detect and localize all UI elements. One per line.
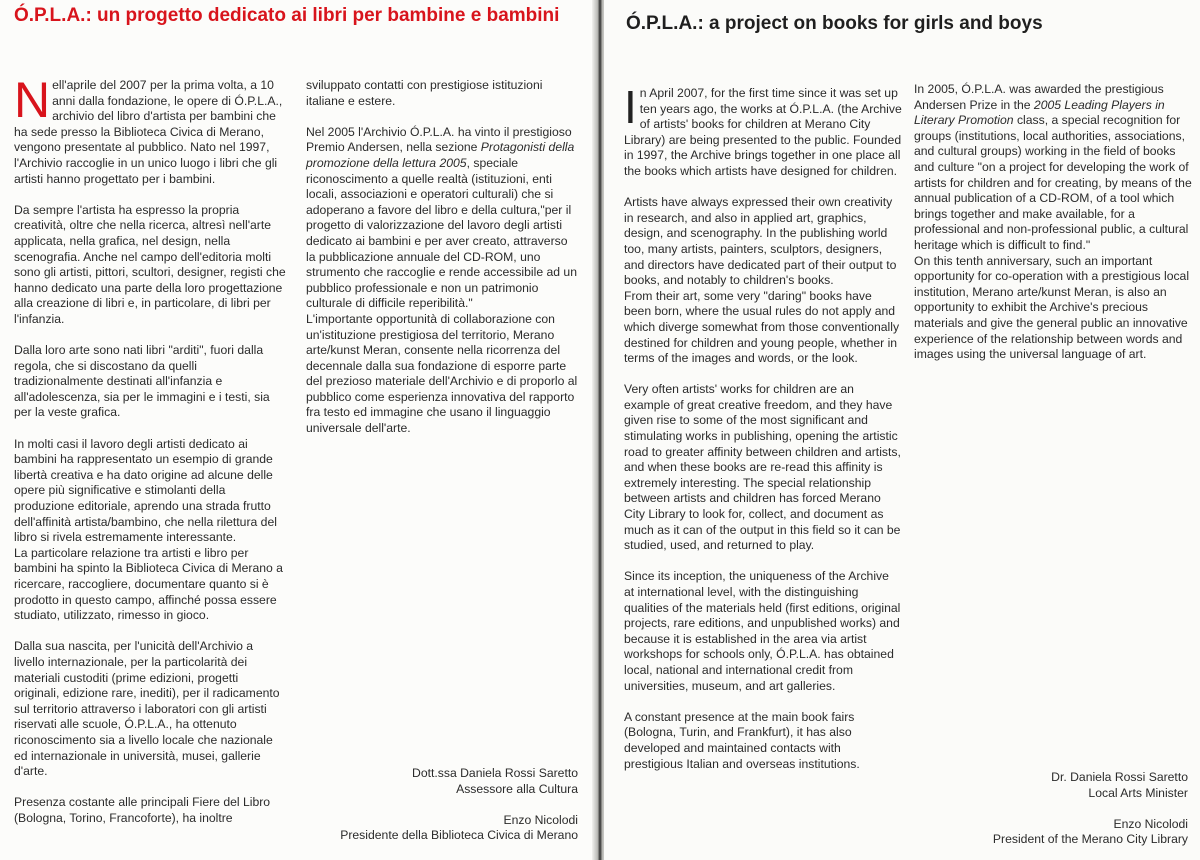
english-column-2 [914, 82, 1192, 378]
drop-cap: I [624, 81, 637, 133]
paragraph: A constant presence at the main book fairs (Bologna, Turin, and Frankfurt), it has also developed and maintained contacts with prestigious Italian and overseas institutions. [624, 709, 860, 771]
page-title-italian: Ó.P.L.A.: un progetto dedicato ai libri per bambine e bambini [14, 5, 560, 26]
signature-name: Enzo Nicolodi [1113, 816, 1188, 831]
paragraph: From their art, some very "daring" books have been born, where the usual rules do not apply and which diverge somewhat from those conventionally destined for children and young people, whether in terms of the images and words, or the look. [624, 288, 900, 366]
paragraph: Artists have always expressed their own creativity in research, and also in applied art, graphics, design, and scenography. In the publishing world too, many artists, painters, sculptors, designers, and directors have dedicated part of their output to books, and notably to children's books. [624, 195, 897, 288]
paragraph: Since its inception, the uniqueness of the Archive at international level, with the distinguishing qualities of the materials held (first editions, original projects, rare editions, and unpublished works) and because it is established in the area via artist workshops for schools only, Ó.P.L.A. has obtained local, national and international credit from universities, museum, and art galleries. [624, 569, 901, 693]
paragraph: Very often artists' works for children are an example of great creative freedom, and they have given rise to some of the most significant and stimulating works in publishing, opening the artistic road to greater affinity between children and artists, and when these books are re-read this affinity is extremely interesting. The special relationship between artists and children has forced Merano City Library to look for, collect, and document as much as it can of the output in this field so it can be studied, used, and returned to play. [624, 382, 901, 553]
paragraph: Nel 2005 l'Archivio Ó.P.L.A. ha vinto il prestigioso Premio Andersen, nella sezione Protagonisti della promozione della lettura 2005, speciale riconoscimento a quelle realtà (istituzioni, enti locali, associazioni e operatori culturali) che si adoperano a favore del libro e della cultura,"per il progetto di valorizzazione del lavoro degli artisti dedicato ai bambini e per aver creato, attraverso la pubblicazione annuale del CD-ROM, uno strumento che raccoglie e rende accessibile ad un pubblico professionale e non un patrimonio culturale di difficile reperibilità." [306, 124, 577, 311]
english-signature [858, 770, 1188, 848]
signature-role: President of the Merano City Library [992, 832, 1188, 847]
paragraph: Da sempre l'artista ha espresso la propria creatività, oltre che nella ricerca, altresì nell'arte applicata, nella grafica, nel design, nella scenografia. Anche nel campo dell'editoria molti sono gli artisti, pittori, scultori, designer, registi che hanno dedicato una parte della loro progettazione alla creazione di libri e, in particolare, di libri per l'infanzia. [14, 202, 286, 326]
italian-column-1 [14, 72, 286, 842]
paragraph: On this tenth anniversary, such an important opportunity for co-operation with a prestigious local institution, Merano arte/kunst Meran, is also an opportunity to exhibit the Archive's precious materials and give the general public an innovative experience of the relationship between words and images using the universal language of art. [914, 253, 1190, 362]
signature-role: Local Arts Minister [1088, 785, 1188, 800]
paragraph: Dalla sua nascita, per l'unicità dell'Archivio a livello internazionale, per la particolarità dei materiali custoditi (prime edizioni, progetti originali, edizione rare, inediti), per il radicamento sul territorio attraverso i laboratori con gli artisti riservati alle scuole, Ó.P.L.A., ha ottenuto riconoscimento sia a livello locale che nazionale ed internazionale in università, musei, gallerie d'arte. [14, 639, 280, 779]
english-column-1 [624, 81, 902, 788]
paragraph: In molti casi il lavoro degli artisti dedicato ai bambini ha rappresentato un esempio di grande libertà creativa e ha dato origine ad alcune delle opere più significative e stimolanti della produzione editoriale, aprendo una strada frutto dell'affinità artista/bambino, che nella rilettura del libro si rivela estremamente interessante. [14, 436, 277, 545]
drop-cap: N [14, 72, 51, 128]
italian-signature [248, 766, 578, 844]
signature-name: Enzo Nicolodi [503, 812, 578, 827]
paragraph: La particolare relazione tra artisti e libro per bambini ha spinto la Biblioteca Civica di Merano a ricercare, raccogliere, documentare quanto si è prodotto in questo campo, affinché possa essere studiato, utilizzato, rimesso in gioco. [14, 545, 283, 623]
paragraph: In April 2007, for the first time since it was set up ten years ago, the works at Ó.P.L.A. (the Archive of artists' books for children at Merano City Library) are being presented to the public. Founded in 1997, the Archive brings together in one place all the books which artists have designed for children. [624, 81, 902, 178]
left-page [0, 0, 596, 860]
signature-role: Assessore alla Cultura [456, 781, 578, 796]
page-title-english: Ó.P.L.A.: a project on books for girls and boys [626, 13, 1043, 34]
paragraph: Nell'aprile del 2007 per la prima volta, a 10 anni dalla fondazione, le opere di Ó.P.L.A., archivio del libro d'artista per bambini che ha sede presso la Biblioteca Civica di Merano, vengono presentate al pubblico. Nato nel 1997, l'Archivio raccoglie in un unico luogo i libri che gli artisti hanno progettato per i bambini. [14, 72, 283, 186]
paragraph: Presenza costante alle principali Fiere del Libro (Bologna, Torino, Francoforte), ha inoltre [14, 795, 271, 825]
italian-column-2 [306, 78, 578, 452]
paragraph: In 2005, Ó.P.L.A. was awarded the prestigious Andersen Prize in the 2005 Leading Players in Literary Promotion class, a special recognition for groups (institutions, local authorities, associations, and cultural groups) working in the field of books and culture "on a project for developing the work of artists for children and for creating, by means of the annual publication of a CD-ROM, of a tool which brings together and make available, for a professional and non-professional public, a cultural heritage which is difficult to find." [914, 82, 1192, 252]
paragraph: Dalla loro arte sono nati libri "arditi", fuori dalla regola, che si discostano da quelli tradizionalmente destinati all'infanzia e all'adolescenza, sia per le immagini e i testi, sia per la veste grafica. [14, 343, 270, 420]
right-page [604, 0, 1200, 860]
paragraph: sviluppato contatti con prestigiose istituzioni italiane e estere. [306, 78, 543, 108]
signature-role: Presidente della Biblioteca Civica di Merano [340, 828, 578, 843]
signature-name: Dott.ssa Daniela Rossi Saretto [412, 766, 578, 780]
signature-name: Dr. Daniela Rossi Saretto [1051, 770, 1188, 784]
paragraph: L'importante opportunità di collaborazione con un'istituzione prestigiosa del territorio, Merano arte/kunst Meran, consente nella ricorrenza del decennale dalla sua fondazione di esporre parte del prezioso materiale dell'Archivio e di proporlo al pubblico come esperienza innovativa del rapporto fra testo ed immagine che usano il linguaggio universale dell'arte. [306, 311, 578, 436]
